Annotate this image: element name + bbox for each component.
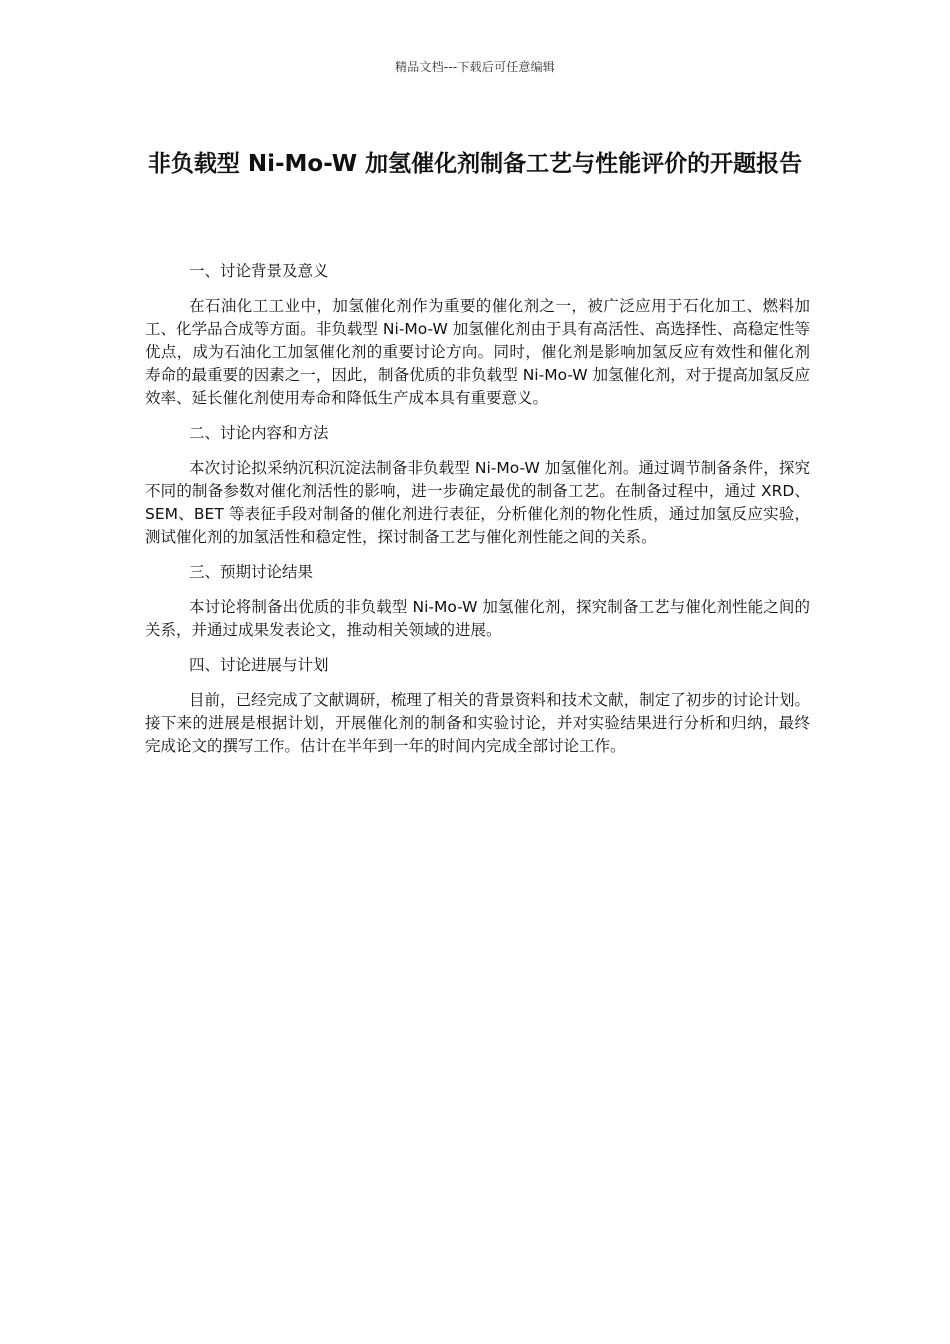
header-note: 精品文档---下载后可任意编辑	[395, 60, 555, 74]
section-heading: 三、预期讨论结果	[189, 563, 314, 581]
section-heading: 一、讨论背景及意义	[189, 262, 329, 280]
section-paragraph: 本讨论将制备出优质的非负载型 Ni-Mo-W 加氢催化剂，探究制备工艺与催化剂性能之间的关系，并通过成果发表论文，推动相关领域的进展。	[145, 598, 810, 639]
section-paragraph: 本次讨论拟采纳沉积沉淀法制备非负载型 Ni-Mo-W 加氢催化剂。通过调节制备条件，探究不同的制备参数对催化剂活性的影响，进一步确定最优的制备工艺。在制备过程中，通过 XRD、SEM、BET 等表征手段对制备的催化剂进行表征，分析催化剂的物化性质，通过加氢反应实验，测试催化剂的加氢活性和稳定性，探讨制备工艺与催化剂性能之间的关系。	[145, 459, 810, 546]
section-expected-results	[145, 561, 810, 642]
section-background	[145, 260, 810, 410]
document-body	[145, 260, 810, 770]
section-heading: 二、讨论内容和方法	[189, 424, 329, 442]
document-title: 非负载型 Ni-Mo-W 加氢催化剂制备工艺与性能评价的开题报告	[147, 151, 803, 177]
section-heading: 四、讨论进展与计划	[189, 656, 329, 674]
section-content-methods	[145, 422, 810, 549]
section-paragraph: 目前，已经完成了文献调研，梳理了相关的背景资料和技术文献，制定了初步的讨论计划。接下来的进展是根据计划，开展催化剂的制备和实验讨论，并对实验结果进行分析和归纳，最终完成论文的撰写工作。估计在半年到一年的时间内完成全部讨论工作。	[145, 691, 810, 755]
section-progress-plan	[145, 654, 810, 758]
section-paragraph: 在石油化工工业中，加氢催化剂作为重要的催化剂之一，被广泛应用于石化加工、燃料加工、化学品合成等方面。非负载型 Ni-Mo-W 加氢催化剂由于具有高活性、高选择性、高稳定性等优点，成为石油化工加氢催化剂的重要讨论方向。同时，催化剂是影响加氢反应有效性和催化剂寿命的最重要的因素之一，因此，制备优质的非负载型 Ni-Mo-W 加氢催化剂，对于提高加氢反应效率、延长催化剂使用寿命和降低生产成本具有重要意义。	[145, 297, 810, 407]
